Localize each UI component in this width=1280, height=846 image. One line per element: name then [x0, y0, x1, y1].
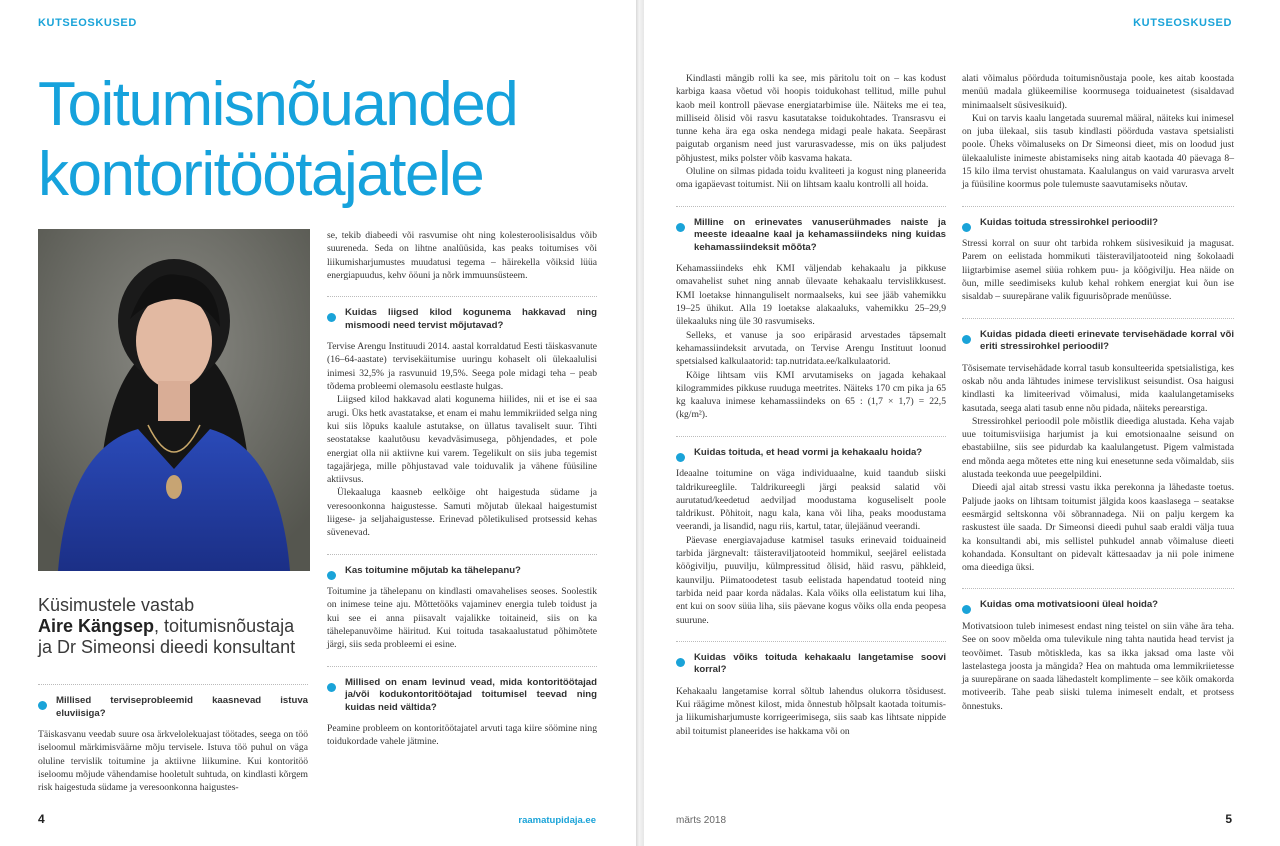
bullet-dot-icon	[327, 683, 336, 692]
body-paragraph: Kõige lihtsam viis KMI arvutamiseks on jagada kehakaal kilogrammides pikkuse ruuduga meetrites. Näiteks 170 cm pika ja 65 kg kaaluva inimese kehamassiindeks on 65 : (1,7 × 1,7) = 22,5 (kg/m²).	[676, 369, 946, 421]
body-paragraph: Kui on tarvis kaalu langetada suuremal määral, näiteks kui inimesel on juba ülekaal, siis tasub kindlasti pöörduda vastava spetsialisti poole. Üheks võimaluseks on Dr Simeonsi dieet, mis on loodud just ülekaaluliste inimeste abistamiseks ning aitab kaotada 40 päevaga 8–15 kilo ilma tervist ohustamata. Kaalulangus on vaid varurasva arvelt ja füüsiline koormus pole tulemuste saavutamiseks nõutav.	[962, 112, 1234, 191]
interview-prefix: Küsimustele vastab	[38, 595, 195, 615]
issue-date: märts 2018	[676, 815, 727, 826]
question-heading: Kas toitumine mõjutab ka tähelepanu?	[327, 565, 597, 578]
body-paragraph: Motivatsioon tuleb inimesest endast ning teistel on siin vähe ära teha. See on soov mõelda oma tulevikule ning tahta nautida head tervist ja teovõimet. Tasub mõtiskleda, kas sa ikka jaksad oma laste või lastelastega joosta ja mängida? Hea on mahtuda oma lemmikriietesse ja suurepärane on saada lähedastelt komplimente – see kõik omakorda motiveerib. Tahe peab siiski tulema inimeselt endalt, et protsess õnnestuks.	[962, 620, 1234, 712]
bullet-dot-icon	[676, 223, 685, 232]
bullet-dot-icon	[962, 335, 971, 344]
divider	[327, 554, 597, 555]
left-column-1	[38, 684, 308, 794]
section-label-left: KUTSEOSKUSED	[38, 17, 137, 29]
divider	[962, 588, 1234, 589]
question-heading: Millised terviseprobleemid kaasnevad istuva eluviisiga?	[38, 695, 308, 720]
bullet-dot-icon	[962, 223, 971, 232]
body-paragraph: Dieedi ajal aitab stressi vastu ikka perekonna ja lähedaste toetus. Paljude jaoks on lihtsam toitumist jälgida koos kaaslasega – seatakse eesmärgid seltskonna või sõbrannadega. Nii on palju kergem ka raskustest üle saada. Dr Simeonsi dieedi puhul saab eraldi välja tuua ka konsultandi abi, mis sellistel puhkudel annab võimaluse dieeti kohandada. Konsultant on pidevalt kättesaadav ja nii pole inimene oma dieediga üksi.	[962, 482, 1234, 574]
interviewee-role-1: , toitumisnõustaja	[154, 616, 295, 636]
body-paragraph: Toitumine ja tähelepanu on kindlasti omavahelises seoses. Soolestik on inimese teine aju. Mõttetööks vajaminev energia tuleb toidust ja kui see ei anna piisavalt vajalikke toitaineid, siis on ka tähelepanuvõime häiritud. Kui toituda tasakaalustatud põhimõtete järgi, siis seda probleemi ei esine.	[327, 586, 597, 651]
bullet-dot-icon	[327, 313, 336, 322]
left-page	[0, 0, 636, 846]
body-paragraph: Stressi korral on suur oht tarbida rohkem süsivesikuid ja magusat. Parem on eelistada hommikuti täisteraviljatooteid ning šokolaadi liigtarbimise asemel süüa rohkem puu- ja köögivilju. Hea näide on õun, mille seedimiseks kulub kehal rohkem energiat kui õun ise sisaldab – suurepärane valik figuurisõprade menüüsse.	[962, 238, 1234, 303]
body-paragraph: Selleks, et vanuse ja soo eripärasid arvestades täpsemalt kehamassiindeksit arvutada, on Tervise Arengu Instituut loonud spetsialsed kalkulaatorid: tap.nutridata.ee/kalkulaatorid.	[676, 329, 946, 368]
divider	[327, 666, 597, 667]
body-paragraph: Ideaalne toitumine on väga individuaalne, kuid taandub siiski taldrikureeglile. Taldrikureegli järgi peaksid salatid või aurutatud/keedetud aedviljad moodustama koguseliselt poole taldrikust. Põhitoit, nagu kala, kana või liha, peaks moodustama veerandi, ja lisandid, nagu riis, kartul, tatar, ülejäänud veerandi.	[676, 468, 946, 533]
body-paragraph: Oluline on silmas pidada toidu kvaliteeti ja kogust ning planeerida oma igapäevast toitumist. Nii on lihtsam kaalu kontrolli all hoida.	[676, 166, 946, 191]
portrait-photo	[38, 229, 310, 571]
bullet-dot-icon	[962, 605, 971, 614]
body-paragraph: Ülekaaluga kaasneb eelkõige oht haigestuda südame ja veresoonkonna haigustesse. Samuti mõjutab ülekaal haigestumist liigese- ja seljahaigustesse. Erinevad põletikulised protsessid kehas süvenevad.	[327, 487, 597, 539]
page-number-left: 4	[38, 812, 45, 826]
body-paragraph: Täiskasvanu veedab suure osa ärkvelolekuajast töötades, seega on töö iseloomul märkimisväärne mõju tervisele. Istuva töö puhul on väga oluline tervislik toitumine ja aktiivne liikumine. Kui kontoritöö iseloomu mõjude vähendamise hooletult suhtuda, on kindlasti kõrgem risk haigestuda südame ja veresoonkonna haigustes-	[38, 729, 308, 794]
left-column-2	[327, 229, 597, 749]
question-heading: Millised on enam levinud vead, mida kontoritöötajad ja/või kodukontoritöötajad toitumisel teevad ning kuidas neid vältida?	[327, 677, 597, 715]
body-paragraph: Liigsed kilod hakkavad alati kogunema hiilides, nii et ise ei saa arugi. Üks hetk avastatakse, et enam ei mahu lemmikriided selga ning kui siis lõpuks kaalule astutakse, on üllatus tavaliselt suur. Tihti seostatakse kaalutõusu kevadväsimusega, põhjendades, et pole energiat olla nii aktiivne kui varem. Tegelikult on siis juba tegemist tagajärjega, mille põhjustavad vale toiduvalik ja vähene füüsiline aktiivsus.	[327, 394, 597, 486]
question-heading: Kuidas toituda, et head vormi ja kehakaalu hoida?	[676, 447, 946, 460]
article-title	[38, 70, 517, 210]
divider	[676, 436, 946, 437]
body-paragraph: Kehamassiindeks ehk KMI väljendab kehakaalu ja pikkuse omavahelist suhet ning annab ülevaate kehakaalu tervislikkusest. KMI loetakse hinnanguliselt normaalseks, kui see jääb vahemikku 19–25 ühikut. Alla 19 loetakse alakaaluks, vahemikku 25–29,9 ülekaaluks ning üle 30 rasvumiseks.	[676, 263, 946, 328]
divider	[327, 296, 597, 297]
right-column-2	[962, 72, 1234, 713]
bullet-dot-icon	[676, 453, 685, 462]
interview-credit	[38, 595, 308, 658]
body-paragraph: se, tekib diabeedi või rasvumise oht ning kolesteroolisisaldus võib suureneda. Seda on lihtne analüüsida, kas peaks toitumises või liikumisharjumustes muudatusi tegema – häirekella võiksid lüüa energiapuudus, kehv ööuni ja nõrk immuunsüsteem.	[327, 230, 597, 281]
body-paragraph: Stressirohkel perioodil pole mõistlik dieediga alustada. Keha vajab uue toitumisviisiga harjumist ja kui emotsionaalne seisund on ebastabiilne, siis see pidurdab ka kaalulangetust. Pigem valmistada end mõnda aega mõtetes ette ning kui enesetunne seda võimaldab, siis alustada teekonda uue peegelpildini.	[962, 415, 1234, 481]
bullet-dot-icon	[327, 571, 336, 580]
question-heading: Kuidas oma motivatsiooni üleal hoida?	[962, 599, 1234, 612]
divider	[38, 684, 308, 685]
divider	[676, 206, 946, 207]
body-paragraph: Päevase energiavajaduse katmisel tasuks erinevaid toiduaineid tarbida järgnevalt: täisteraviljatooteid hommikul, seejärel eelistada köögivilju, puuvilju, külmpressitud õlisid, häid rasvu, pähkleid, kaunvilju. Piimatoodetest tasub eelistada hapendatud tooteid ning tarbida neid paar korda nädalas. Kala võiks olla eelistatum kui liha, ent kui on soov süüa liha, siis päevane kogus võiks olla enda peopesa suurune.	[676, 534, 946, 626]
title-line-1: Toitumisnõuanded	[38, 70, 518, 139]
body-paragraph: Kindlasti mängib rolli ka see, mis päritolu toit on – kas kodust karbiga kaasa võetud või hoopis toidukohast tellitud, mille puhul kaob meil kontroll päevase energiatarbimise üle. Näiteks me ei tea, milliseid õlisid või rasvu kasutatakse toidukohtades. Transrasvu ei tunne keha ära ega oska nendega midagi peale hakata. Seepärast paigutab organism need just varurasvadesse, mis on üks paljudest põhjustest, miks polster võib kasvama hakata.	[676, 73, 946, 164]
right-page	[644, 0, 1280, 846]
question-heading: Kuidas liigsed kilod kogunema hakkavad ning mismoodi need tervist mõjutavad?	[327, 307, 597, 332]
divider	[676, 641, 946, 642]
divider	[962, 318, 1234, 319]
question-heading: Kuidas pidada dieeti erinevate tervisehädade korral või eriti stressirohkel perioodil?	[962, 329, 1234, 354]
body-paragraph: Tõsisemate tervisehädade korral tasub konsulteerida spetsialistiga, kes oskab nõu anda lähtudes inimese tervislikust seisundist. Osa haigusi kindlasti ka limiteerivad võimalusi, mida kaalulangetamiseks kasutada, seega alati tasub enne nõu pidada, näiteks perearstiga.	[962, 362, 1234, 414]
body-paragraph: Kehakaalu langetamise korral sõltub lahendus olukorra tõsidusest. Kui räägime mõnest kilost, mida õnnestub hõlpsalt kaotada toitumis- ja liikumisharjumuste korrigeerimisega, siis saab kas lihtsate nippide abil toitumist planeerides ise hakkama või on	[676, 685, 946, 737]
bullet-dot-icon	[38, 701, 47, 710]
section-label-right: KUTSEOSKUSED	[1133, 17, 1232, 29]
title-line-2: kontoritöötajatele	[38, 140, 484, 209]
bullet-dot-icon	[676, 658, 685, 667]
interview-name-line	[38, 616, 308, 637]
divider	[962, 206, 1234, 207]
page-gutter	[636, 0, 644, 846]
interviewee-name: Aire Kängsep	[38, 616, 155, 636]
body-paragraph: alati võimalus pöörduda toitumisnõustaja poole, kes aitab koostada menüü madala glükeemilise koormusega toiduainetest (sisaldavad minimaalselt süsivesikuid).	[962, 73, 1234, 111]
question-heading: Milline on erinevates vanuserühmades naiste ja meeste ideaalne kaal ja kehamassiindeks ning kuidas kehamassiindeksit mõõta?	[676, 217, 946, 255]
page-number-right: 5	[1225, 812, 1232, 826]
body-paragraph: Peamine probleem on kontoritöötajatel arvuti taga kiire söömine ning toidukordade vahele jätmine.	[327, 723, 597, 748]
interviewee-role-2: ja Dr Simeonsi dieedi konsultant	[38, 637, 296, 657]
body-paragraph: Tervise Arengu Instituudi 2014. aastal korraldatud Eesti täiskasvanute (16–64-aastate) tervisekäitumise uuringu kohaselt oli ülekaalulisi inimesi 32,5% ja rasvunuid 19,5%. Seega pole midagi teha – peab tõdema probleemi olemasolu eestlaste hulgas.	[327, 341, 597, 393]
right-column-1	[676, 72, 946, 738]
question-heading: Kuidas võiks toituda kehakaalu langetamise soovi korral?	[676, 652, 946, 677]
website-link[interactable]: raamatupidaja.ee	[518, 815, 596, 826]
question-heading: Kuidas toituda stressirohkel perioodil?	[962, 217, 1234, 230]
